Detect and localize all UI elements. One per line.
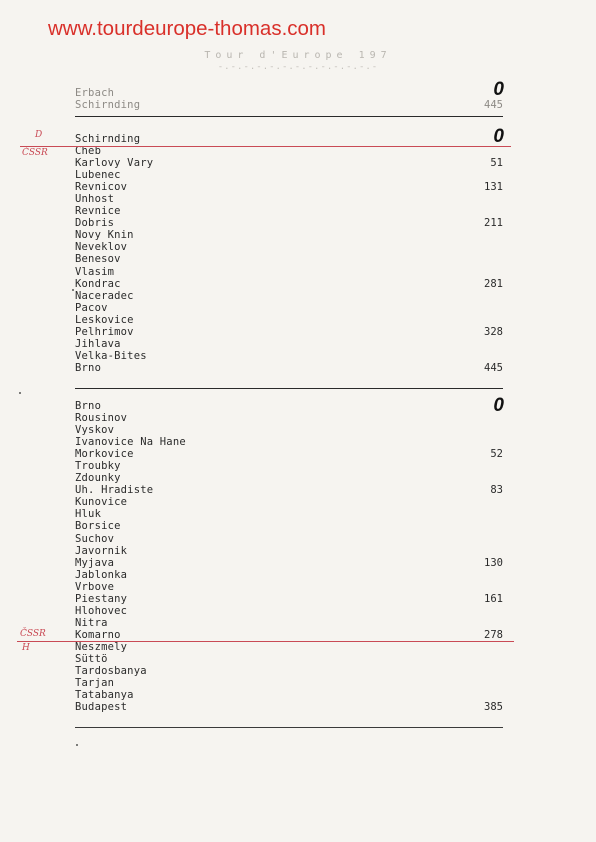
table-row	[0, 460, 596, 472]
watermark-link[interactable]: www.tourdeurope-thomas.com	[48, 17, 327, 40]
handwritten-zero: 0	[493, 79, 504, 100]
handwritten-zero: 0	[493, 395, 504, 416]
divider-line	[75, 116, 503, 117]
table-row	[0, 557, 596, 569]
table-row	[0, 362, 596, 374]
border-line-cssr-h	[17, 641, 514, 642]
table-row	[0, 701, 596, 713]
place-name: Leskovice	[75, 313, 134, 326]
table-row	[0, 472, 596, 484]
place-name: Novy Knin	[75, 229, 134, 242]
table-row	[0, 569, 596, 581]
table-row	[0, 338, 596, 350]
place-name: Ivanovice Na Hane	[75, 436, 186, 449]
stray-mark	[76, 744, 78, 746]
table-row	[0, 436, 596, 448]
table-row	[0, 278, 596, 290]
place-name: Karlovy Vary	[75, 157, 154, 170]
place-name: Brno	[75, 361, 102, 374]
place-name: Uh. Hradiste	[75, 484, 154, 497]
table-row	[0, 326, 596, 338]
table-row	[0, 581, 596, 593]
place-name: Jablonka	[75, 568, 128, 581]
table-row	[0, 496, 596, 508]
place-name: Tardosbanya	[75, 665, 147, 678]
place-name: Hlohovec	[75, 604, 128, 617]
table-row	[0, 545, 596, 557]
table-row	[0, 217, 596, 229]
handwritten-zero: 0	[493, 126, 504, 147]
place-name: Vlasim	[75, 265, 115, 278]
section-erbach-schirnding	[0, 87, 596, 111]
distance-km: 130	[484, 556, 503, 569]
place-name: Budapest	[75, 701, 128, 714]
table-row	[0, 653, 596, 665]
divider-line	[75, 388, 503, 389]
distance-km: 83	[490, 484, 503, 497]
section-schirnding-brno	[0, 133, 596, 374]
place-name: Vyskov	[75, 424, 115, 437]
distance-km: 278	[484, 628, 503, 641]
place-name: Rousinov	[75, 412, 128, 425]
table-row	[0, 181, 596, 193]
table-row	[0, 689, 596, 701]
stray-mark	[72, 289, 74, 291]
table-row	[0, 350, 596, 362]
table-row	[0, 520, 596, 532]
distance-km: 51	[490, 157, 503, 170]
table-row	[0, 665, 596, 677]
section-brno-budapest	[0, 400, 596, 713]
table-row	[0, 508, 596, 520]
distance-km: 211	[484, 217, 503, 230]
place-name: Benesov	[75, 253, 121, 266]
place-name: Tarjan	[75, 677, 115, 690]
place-name: Cheb	[75, 145, 102, 158]
table-row	[0, 533, 596, 545]
place-name: Schirnding	[75, 133, 141, 145]
table-row	[0, 133, 596, 145]
table-row	[0, 593, 596, 605]
table-row	[0, 266, 596, 278]
place-name: Javornik	[75, 544, 128, 557]
table-row	[0, 205, 596, 217]
table-row	[0, 241, 596, 253]
place-name: Tatabanya	[75, 689, 134, 702]
table-row	[0, 617, 596, 629]
place-name: Piestany	[75, 592, 128, 605]
table-row	[0, 99, 596, 111]
place-name: Suchov	[75, 532, 115, 545]
distance-km: 328	[484, 325, 503, 338]
table-row	[0, 629, 596, 641]
distance-km: 281	[484, 277, 503, 290]
margin-note-d: D	[35, 130, 43, 140]
faded-header-title: Tour d'Europe 197	[204, 50, 392, 61]
header-dash-line: -.-.-.-.-.-.-.-.-.-.-.-.-	[217, 62, 379, 72]
distance-km: 52	[490, 448, 503, 461]
table-row	[0, 229, 596, 241]
place-name: Jihlava	[75, 337, 121, 350]
place-name: Schirnding	[75, 99, 141, 112]
table-row	[0, 400, 596, 412]
table-row	[0, 169, 596, 181]
place-name: Kondrac	[75, 277, 121, 290]
stray-mark	[19, 392, 21, 394]
place-name: Troubky	[75, 460, 121, 473]
table-row	[0, 290, 596, 302]
table-row	[0, 677, 596, 689]
place-name: Pacov	[75, 301, 108, 314]
distance-km: 445	[484, 361, 503, 374]
place-name: Borsice	[75, 520, 121, 533]
border-line-d-cssr	[20, 146, 511, 147]
place-name: Naceradec	[75, 289, 134, 302]
place-name: Vrbove	[75, 580, 115, 593]
place-name: Süttö	[75, 652, 108, 665]
table-row	[0, 641, 596, 653]
table-row	[0, 605, 596, 617]
place-name: Hluk	[75, 508, 102, 521]
place-name: Neveklov	[75, 241, 128, 254]
place-name: Revnicov	[75, 181, 128, 194]
place-name: Komarno	[75, 628, 121, 641]
table-row	[0, 448, 596, 460]
table-row	[0, 87, 596, 99]
distance-km: 385	[484, 701, 503, 714]
place-name: Brno	[75, 400, 102, 412]
divider-line	[75, 727, 503, 728]
distance-km: 131	[484, 181, 503, 194]
distance-km: 445	[484, 99, 503, 112]
place-name: Zdounky	[75, 472, 121, 485]
place-name: Dobris	[75, 217, 115, 230]
place-name: Kunovice	[75, 496, 128, 509]
margin-note-h: H	[22, 643, 30, 653]
place-name: Pelhrimov	[75, 325, 134, 338]
place-name: Morkovice	[75, 448, 134, 461]
table-row	[0, 157, 596, 169]
place-name: Myjava	[75, 556, 115, 569]
place-name: Unhost	[75, 193, 115, 206]
table-row	[0, 193, 596, 205]
place-name: Erbach	[75, 87, 115, 99]
table-row	[0, 302, 596, 314]
margin-note-cssr: ČSSR	[22, 148, 48, 158]
place-name: Lubenec	[75, 169, 121, 182]
place-name: Velka-Bites	[75, 349, 147, 362]
place-name: Nitra	[75, 616, 108, 629]
table-row	[0, 314, 596, 326]
place-name: Neszmely	[75, 640, 128, 653]
place-name: Revnice	[75, 205, 121, 218]
table-row	[0, 424, 596, 436]
margin-note-cssr: ČSSR	[20, 629, 46, 639]
table-row	[0, 412, 596, 424]
distance-km: 161	[484, 592, 503, 605]
table-row	[0, 253, 596, 265]
table-row	[0, 484, 596, 496]
